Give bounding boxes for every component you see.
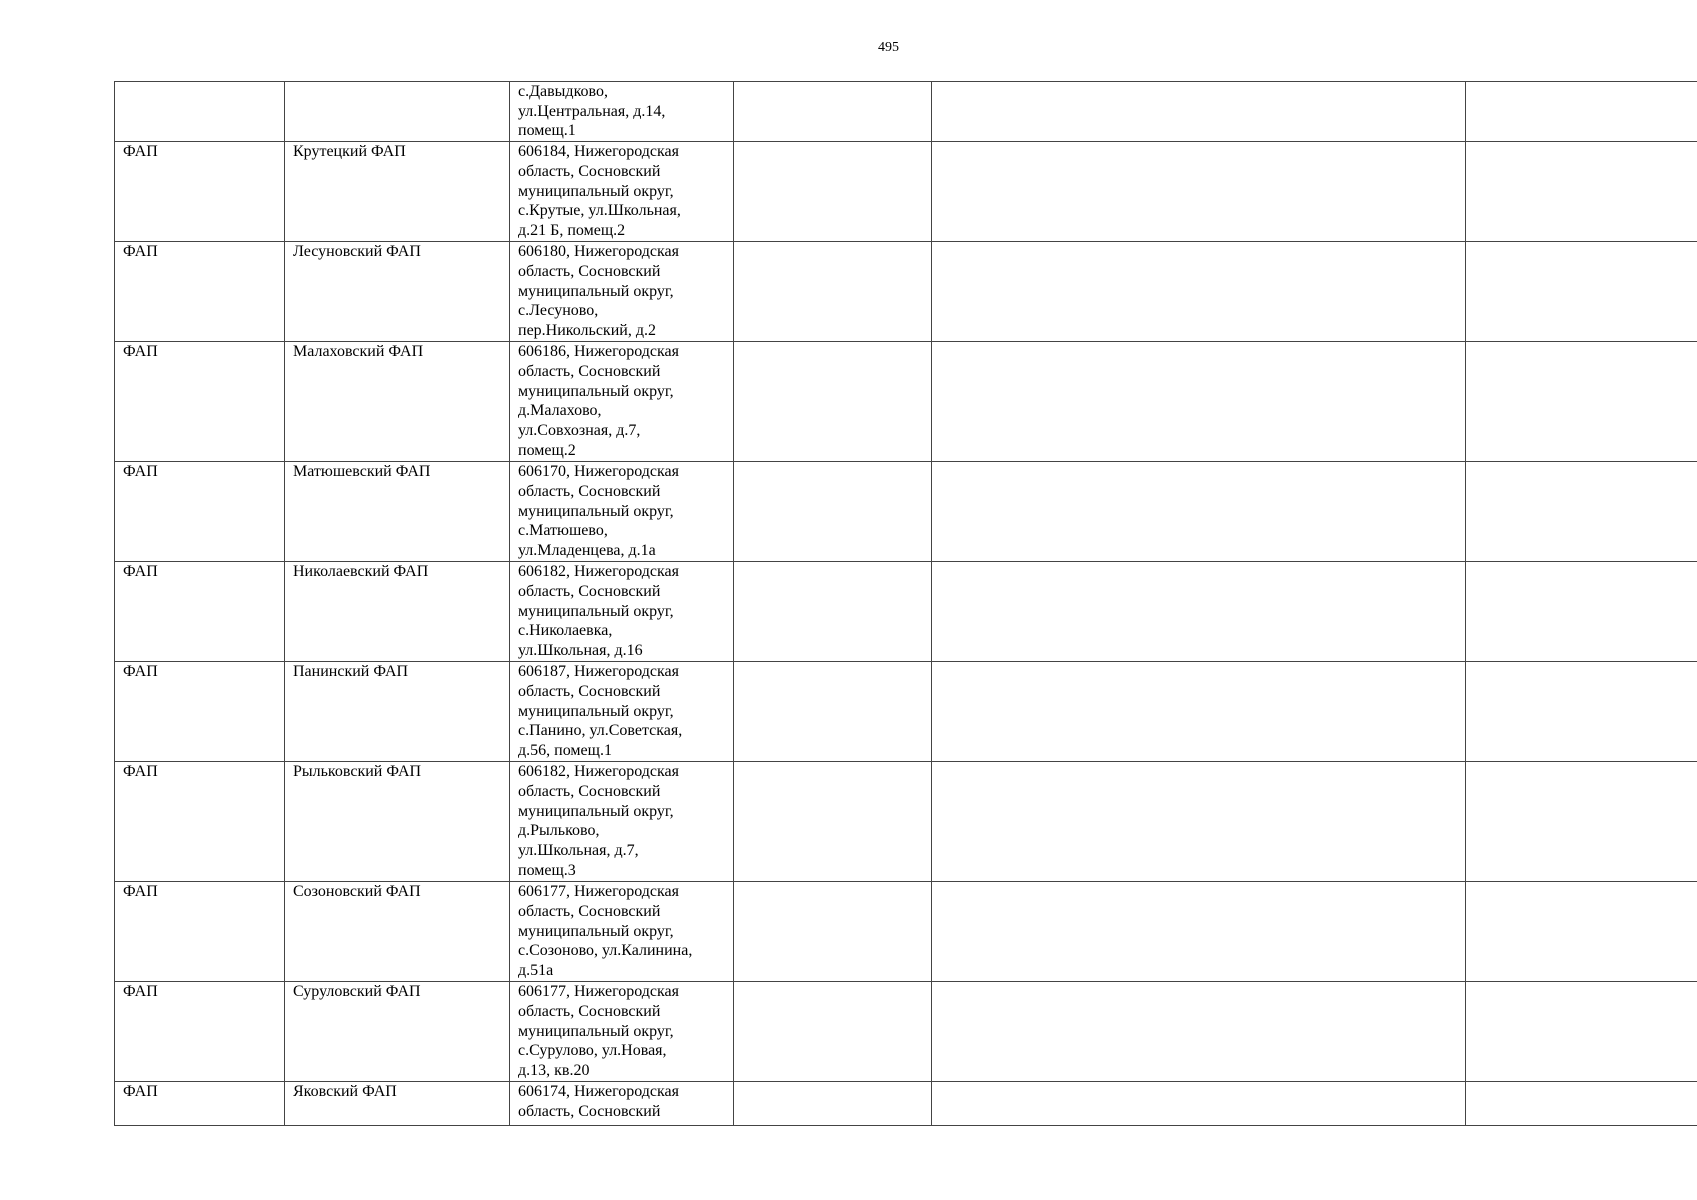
empty-cell — [734, 342, 932, 462]
table-row — [115, 462, 1697, 562]
facility-address-text: 606180, Нижегородская область, Сосновский муниципальный округ, с.Лесуново, пер.Никольский, д.2 — [518, 243, 679, 339]
empty-cell — [932, 762, 1466, 882]
empty-cell — [734, 1082, 932, 1126]
empty-cell — [1466, 342, 1697, 462]
table-row — [115, 342, 1697, 462]
empty-cell — [734, 882, 932, 982]
facility-name-text: Крутецкий ФАП — [293, 143, 406, 161]
empty-cell — [1466, 562, 1697, 662]
facility-address-text: 606182, Нижегородская область, Сосновский муниципальный округ, с.Николаевка, ул.Школьная, д.16 — [518, 563, 679, 659]
facility-name-cell — [285, 142, 510, 242]
facility-name-text: Суруловский ФАП — [293, 983, 421, 1001]
facility-name-text: Малаховский ФАП — [293, 343, 424, 361]
facility-address-text: 606187, Нижегородская область, Сосновский муниципальный округ, с.Панино, ул.Советская, д.56, помещ.1 — [518, 663, 683, 759]
facility-address-text: 606186, Нижегородская область, Сосновский муниципальный округ, д.Малахово, ул.Совхозная, д.7, помещ.2 — [518, 343, 679, 459]
facility-type-cell — [115, 342, 285, 462]
facility-type-text: ФАП — [123, 243, 158, 261]
facility-type-text: ФАП — [123, 663, 158, 681]
facility-address-cell — [510, 662, 734, 762]
empty-cell — [932, 662, 1466, 762]
facility-type-text: ФАП — [123, 343, 158, 361]
facility-type-cell — [115, 762, 285, 882]
facility-name-cell — [285, 462, 510, 562]
empty-cell — [1466, 142, 1697, 242]
facility-name-cell — [285, 882, 510, 982]
table-body — [115, 82, 1697, 1126]
empty-cell — [932, 342, 1466, 462]
facility-name-cell — [285, 342, 510, 462]
facility-name-cell — [285, 982, 510, 1082]
facility-address-cell — [510, 562, 734, 662]
table-row — [115, 242, 1697, 342]
table-row — [115, 142, 1697, 242]
facility-name-text: Николаевский ФАП — [293, 563, 429, 581]
empty-cell — [932, 882, 1466, 982]
facility-type-text: ФАП — [123, 143, 158, 161]
facility-name-cell — [285, 1082, 510, 1126]
facility-type-cell — [115, 142, 285, 242]
empty-cell — [734, 82, 932, 142]
empty-cell — [1466, 242, 1697, 342]
empty-cell — [1466, 982, 1697, 1082]
facility-name-cell — [285, 242, 510, 342]
empty-cell — [1466, 762, 1697, 882]
empty-cell — [932, 462, 1466, 562]
facility-address-text: 606170, Нижегородская область, Сосновский муниципальный округ, с.Матюшево, ул.Младенцева, д.1а — [518, 463, 679, 559]
facility-address-cell — [510, 82, 734, 142]
facility-type-cell — [115, 662, 285, 762]
facility-address-text: 606177, Нижегородская область, Сосновский муниципальный округ, с.Созоново, ул.Калинина, д.51а — [518, 883, 693, 979]
facility-address-cell — [510, 1082, 734, 1126]
facility-name-text: Созоновский ФАП — [293, 883, 421, 901]
facility-address-text: 606182, Нижегородская область, Сосновский муниципальный округ, д.Рыльково, ул.Школьная, д.7, помещ.3 — [518, 763, 679, 879]
empty-cell — [1466, 82, 1697, 142]
facility-address-cell — [510, 342, 734, 462]
table-row — [115, 662, 1697, 762]
empty-cell — [1466, 462, 1697, 562]
facility-type-text: ФАП — [123, 563, 158, 581]
empty-cell — [734, 562, 932, 662]
facility-name-text: Лесуновский ФАП — [293, 243, 421, 261]
facility-type-text: ФАП — [123, 763, 158, 781]
facility-name-text: Матюшевский ФАП — [293, 463, 431, 481]
facility-name-cell — [285, 82, 510, 142]
table-row — [115, 1082, 1697, 1126]
facility-address-cell — [510, 242, 734, 342]
facility-address-text: с.Давыдково, ул.Центральная, д.14, помещ.1 — [518, 83, 666, 140]
facility-type-cell — [115, 242, 285, 342]
table-row — [115, 762, 1697, 882]
empty-cell — [734, 662, 932, 762]
empty-cell — [1466, 1082, 1697, 1126]
facility-address-cell — [510, 462, 734, 562]
empty-cell — [734, 142, 932, 242]
facility-name-text: Яковский ФАП — [293, 1083, 397, 1101]
facility-name-text: Панинский ФАП — [293, 663, 409, 681]
facility-type-cell — [115, 1082, 285, 1126]
facility-type-cell — [115, 882, 285, 982]
facility-address-text: 606177, Нижегородская область, Сосновский муниципальный округ, с.Сурулово, ул.Новая, д.13, кв.20 — [518, 983, 679, 1079]
facility-address-cell — [510, 762, 734, 882]
facility-type-cell — [115, 982, 285, 1082]
facility-type-cell — [115, 462, 285, 562]
empty-cell — [734, 982, 932, 1082]
facility-address-text: 606174, Нижегородская область, Сосновский — [518, 1083, 679, 1120]
page-number: 495 — [878, 40, 899, 55]
table-row — [115, 882, 1697, 982]
facility-type-cell — [115, 562, 285, 662]
facility-address-cell — [510, 142, 734, 242]
facility-type-text: ФАП — [123, 463, 158, 481]
facility-name-cell — [285, 562, 510, 662]
facilities-table — [114, 81, 1697, 1126]
empty-cell — [932, 142, 1466, 242]
table-row — [115, 82, 1697, 142]
facility-type-text: ФАП — [123, 1083, 158, 1101]
empty-cell — [1466, 662, 1697, 762]
facility-type-cell — [115, 82, 285, 142]
facility-name-text: Рыльковский ФАП — [293, 763, 422, 781]
empty-cell — [932, 82, 1466, 142]
facility-address-cell — [510, 882, 734, 982]
empty-cell — [734, 242, 932, 342]
table-row — [115, 982, 1697, 1082]
empty-cell — [932, 562, 1466, 662]
empty-cell — [734, 762, 932, 882]
facility-name-cell — [285, 662, 510, 762]
table-row — [115, 562, 1697, 662]
facility-type-text: ФАП — [123, 983, 158, 1001]
facility-name-cell — [285, 762, 510, 882]
facility-address-cell — [510, 982, 734, 1082]
empty-cell — [734, 462, 932, 562]
empty-cell — [932, 982, 1466, 1082]
empty-cell — [932, 242, 1466, 342]
facility-address-text: 606184, Нижегородская область, Сосновский муниципальный округ, с.Крутые, ул.Школьная, д.21 Б, помещ.2 — [518, 143, 681, 239]
empty-cell — [932, 1082, 1466, 1126]
facility-type-text: ФАП — [123, 883, 158, 901]
empty-cell — [1466, 882, 1697, 982]
